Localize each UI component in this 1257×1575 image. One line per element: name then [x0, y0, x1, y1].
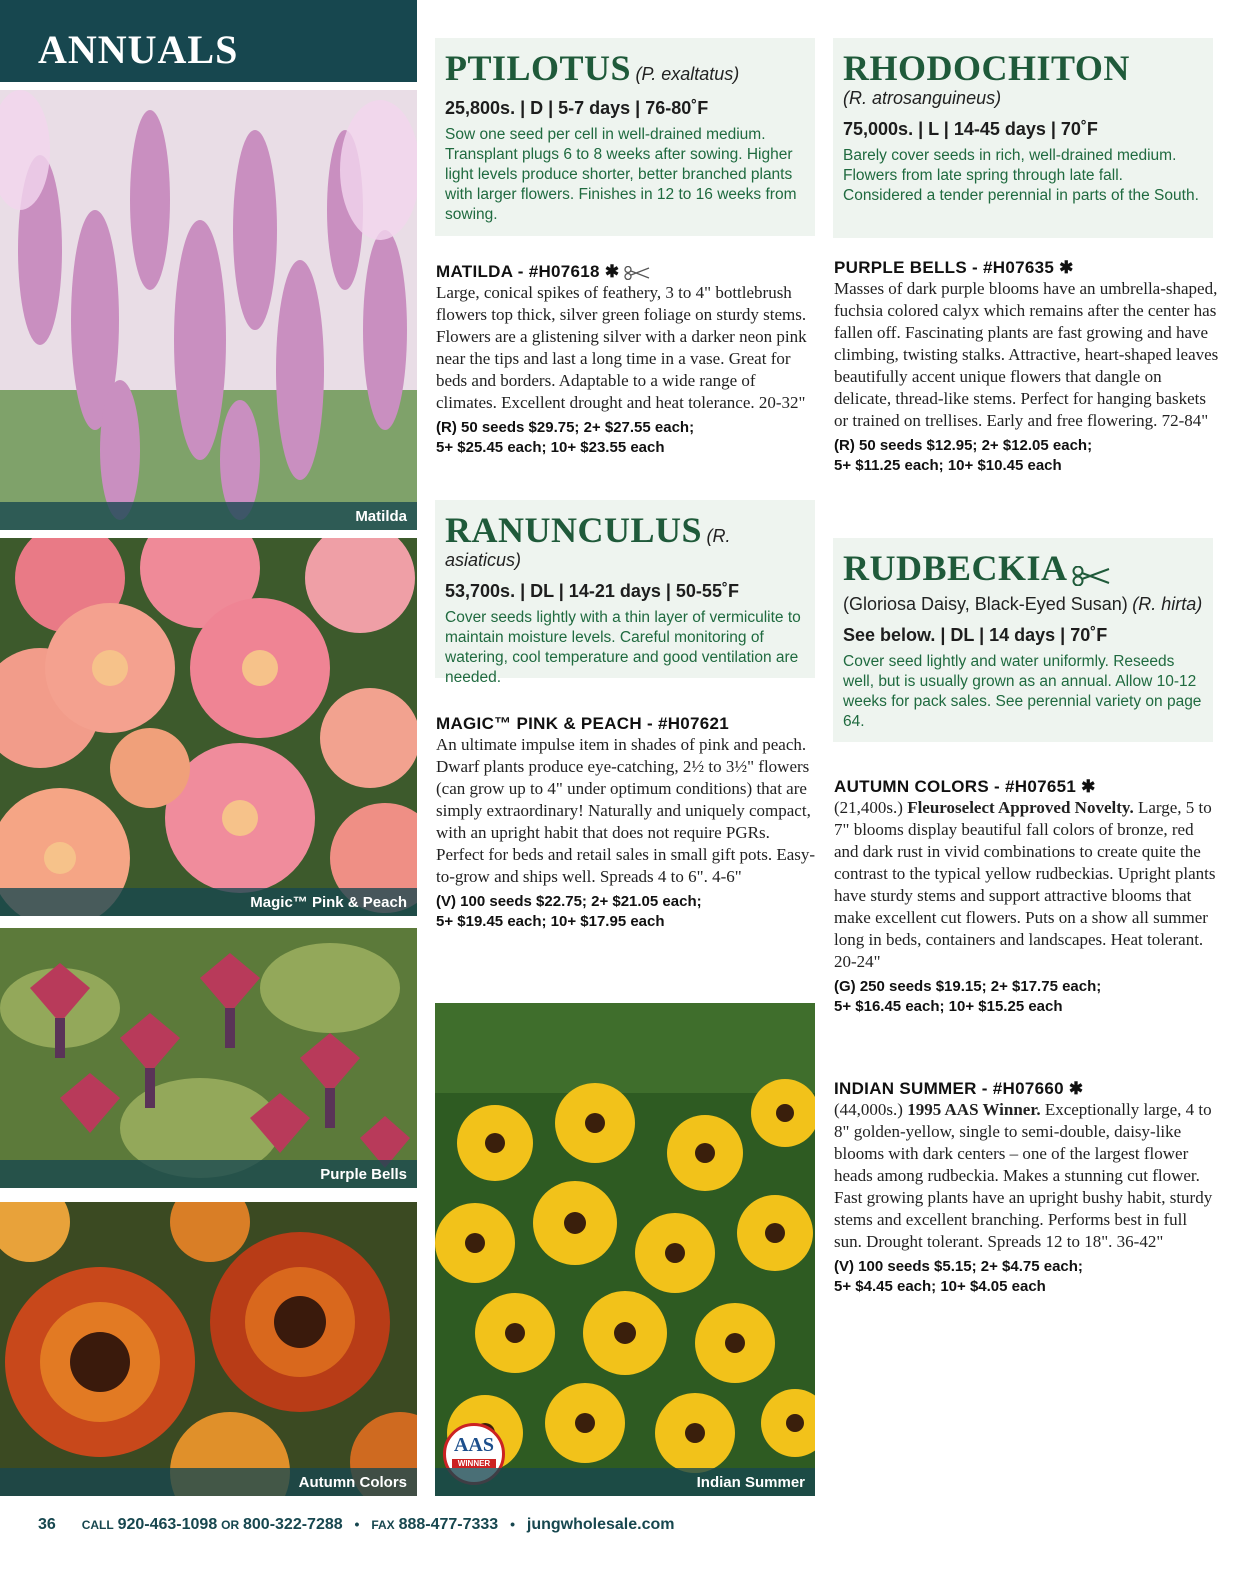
ranunculus-image	[0, 538, 417, 916]
indian-summer-price-2: 5+ $4.45 each; 10+ $4.05 each	[834, 1278, 1046, 1295]
ptilotus-latin: (P. exaltatus)	[635, 64, 740, 84]
indian-summer-award: 1995 AAS Winner.	[907, 1100, 1041, 1119]
matilda-price-1: (R) 50 seeds $29.75; 2+ $27.55 each;	[436, 419, 695, 436]
ranunculus-genus: RANUNCULUS	[445, 510, 703, 550]
rudbeckia-specs: See below. | DL | 14 days | 70˚F	[843, 624, 1108, 645]
ranunculus-latin: (R. asiaticus)	[445, 526, 731, 570]
variety-autumn-colors	[834, 777, 1219, 1017]
rudbeckia-genus: RUDBECKIA	[843, 548, 1068, 588]
variety-indian-summer	[834, 1079, 1219, 1297]
indian-summer-image	[435, 1003, 815, 1496]
variety-matilda	[436, 262, 816, 458]
indian-summer-desc: Exceptionally large, 4 to 8" golden-yellow, single to semi-double, daisy-like blooms with dark centers – one of the largest flower heads among rudbeckia. Makes a stunning cut flower. Fast growing plants have an upright bushy habit, sturdy stems and excellent branching. Performs best in full sun. Drought tolerant. Spreads 12 to 18". 36-42"	[834, 1100, 1213, 1251]
ptilotus-specs: 25,800s. | D | 5-7 days | 76-80˚F	[445, 97, 709, 118]
or-label: OR	[221, 1518, 240, 1532]
magic-name: MAGIC™ PINK & PEACH - #H07621	[436, 714, 730, 733]
autumn-colors-name: AUTUMN COLORS - #H07651 ✱	[834, 777, 1096, 796]
rhodochiton-specs: 75,000s. | L | 14-45 days | 70˚F	[843, 118, 1098, 139]
autumn-colors-lead: (21,400s.)	[834, 798, 903, 817]
caption-matilda: Matilda	[0, 502, 417, 530]
ranunculus-info-box	[435, 500, 815, 686]
matilda-description: Large, conical spikes of feathery, 3 to 4" bottlebrush flowers top thick, silver green foliage on sturdy stems. Flowers are a glistening silver with a darker neon pink near the tips and last a long time in a vase. Great for beds and borders. Adaptable to a wide range of climates. Excellent drought and heat tolerance. 20-32"	[436, 283, 807, 412]
photo-purple-bells	[0, 928, 417, 1188]
call-label: CALL	[81, 1518, 114, 1532]
caption-purple-bells: Purple Bells	[0, 1160, 417, 1188]
phone-primary[interactable]: 920-463-1098	[117, 1516, 218, 1533]
rhodochiton-culture: Barely cover seeds in rich, well-drained medium. Flowers from late spring through late fall. Considered a tender perennial in parts of the South.	[843, 146, 1199, 204]
fax-label: FAX	[371, 1518, 395, 1532]
aas-logo-text: AAS	[453, 1434, 494, 1456]
rhodochiton-image	[0, 928, 417, 1188]
ptilotus-genus: PTILOTUS	[445, 48, 632, 88]
scissors-icon	[1072, 566, 1110, 586]
section-title: ANNUALS	[0, 0, 417, 82]
indian-summer-description	[834, 1099, 1219, 1253]
variety-magic-pink-peach	[436, 714, 816, 932]
purple-bells-name: PURPLE BELLS - #H07635 ✱	[834, 258, 1074, 277]
scissors-icon	[624, 266, 650, 280]
autumn-colors-image	[0, 1202, 417, 1496]
matilda-name: MATILDA - #H07618 ✱	[436, 262, 620, 281]
matilda-image	[0, 90, 417, 530]
separator-dot: •	[510, 1516, 515, 1532]
autumn-colors-description	[834, 797, 1219, 973]
photo-magic-pink-peach	[0, 538, 417, 916]
magic-description: An ultimate impulse item in shades of pink and peach. Dwarf plants produce eye-catching, 2½ to 3½" flowers (can grow up to 4" under optimum conditions) that are simply extraordinary! Naturally and uniquely compact, with an upright habit that does not require PGRs. Perfect for beds and retail sales in small gift pots. Easy-to-grow and ships well. Spreads 4 to 6". 4-6"	[436, 735, 816, 886]
autumn-colors-price-2: 5+ $16.45 each; 10+ $15.25 each	[834, 998, 1063, 1015]
phone-secondary[interactable]: 800-322-7288	[243, 1516, 343, 1533]
rhodochiton-info-box	[833, 38, 1213, 238]
website-link[interactable]: jungwholesale.com	[526, 1516, 675, 1533]
purple-bells-price-1: (R) 50 seeds $12.95; 2+ $12.05 each;	[834, 437, 1093, 454]
autumn-colors-price-1: (G) 250 seeds $19.15; 2+ $17.75 each;	[834, 978, 1102, 995]
caption-magic-pink-peach: Magic™ Pink & Peach	[0, 888, 417, 916]
indian-summer-name: INDIAN SUMMER - #H07660 ✱	[834, 1079, 1084, 1098]
rhodochiton-latin: (R. atrosanguineus)	[843, 87, 1002, 108]
autumn-colors-desc: Large, 5 to 7" blooms display beautiful fall colors of bronze, red and dark rust in vivid combinations to create quite the contrast to the typical yellow rudbeckias. Upright plants have sturdy stems and support attractive blooms that make excellent cut flowers. Puts on a show all summer long in beds, containers and landscapes. Heat tolerant. 20-24"	[834, 798, 1216, 971]
page-footer	[38, 1516, 674, 1534]
ranunculus-culture: Cover seeds lightly with a thin layer of vermiculite to maintain moisture levels. Careful monitoring of watering, cool temperature and good ventilation are needed.	[445, 608, 801, 686]
autumn-colors-award: Fleuroselect Approved Novelty.	[907, 798, 1134, 817]
caption-indian-summer: Indian Summer	[435, 1468, 815, 1496]
rudbeckia-common-name: (Gloriosa Daisy, Black-Eyed Susan)	[843, 593, 1128, 614]
rudbeckia-latin: (R. hirta)	[1132, 593, 1203, 614]
rudbeckia-info-box	[833, 538, 1213, 742]
photo-indian-summer	[435, 1003, 815, 1496]
separator-dot: •	[354, 1516, 360, 1532]
ptilotus-culture: Sow one seed per cell in well-drained medium. Transplant plugs 6 to 8 weeks after sowing. Higher light levels produce shorter, better branched plants with larger flowers. Finishes in 12 to 16 weeks from sowing.	[445, 125, 797, 223]
indian-summer-price-1: (V) 100 seeds $5.15; 2+ $4.75 each;	[834, 1258, 1083, 1275]
magic-price-1: (V) 100 seeds $22.75; 2+ $21.05 each;	[436, 893, 702, 910]
rhodochiton-genus: RHODOCHITON	[843, 48, 1130, 88]
magic-price-2: 5+ $19.45 each; 10+ $17.95 each	[436, 913, 665, 930]
ranunculus-specs: 53,700s. | DL | 14-21 days | 50-55˚F	[445, 580, 739, 601]
purple-bells-description: Masses of dark purple blooms have an umbrella-shaped, fuchsia colored calyx which remains after the center has fallen off. Fascinating plants are fast growing and have climbing, twisting stalks. Attractive, heart-shaped leaves beautifully accent unique flowers that dangle on delicate, thread-like stems. Perfect for hanging baskets or trained on trellises. Early and free flowering. 72-84"	[834, 279, 1219, 430]
rudbeckia-culture: Cover seed lightly and water uniformly. Reseeds well, but is usually grown as an annual. Allow 10-12 weeks for pack sales. See perennial variety on page 64.	[843, 652, 1202, 730]
photo-autumn-colors	[0, 1202, 417, 1496]
caption-autumn-colors: Autumn Colors	[0, 1468, 417, 1496]
fax-number: 888-477-7333	[398, 1516, 499, 1533]
page-number: 36	[38, 1516, 56, 1533]
photo-matilda	[0, 90, 417, 530]
aas-logo-winner: WINNER	[452, 1459, 496, 1468]
variety-purple-bells	[834, 258, 1219, 476]
matilda-price-2: 5+ $25.45 each; 10+ $23.55 each	[436, 439, 665, 456]
purple-bells-price-2: 5+ $11.25 each; 10+ $10.45 each	[834, 457, 1062, 474]
ptilotus-info-box	[435, 38, 815, 236]
indian-summer-lead: (44,000s.)	[834, 1100, 903, 1119]
